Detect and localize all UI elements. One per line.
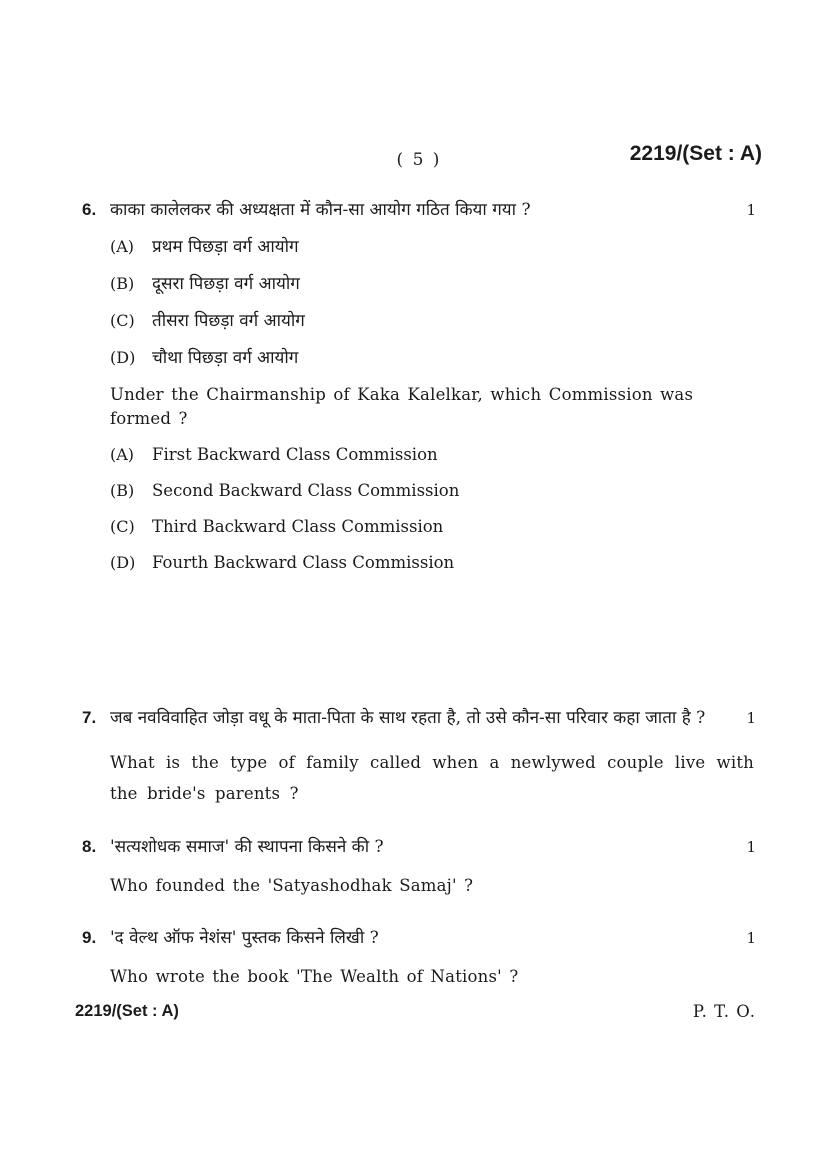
question-row (82, 835, 756, 859)
question-text-english: What is the type of family called when a newlywed couple live with the bride's parents ? (110, 753, 754, 803)
question-text-english: Who wrote the book 'The Wealth of Nations' ? (110, 967, 519, 986)
question-number: 7. (82, 708, 97, 727)
pto-label: P. T. O. (692, 1002, 756, 1021)
option-row (110, 346, 756, 370)
page-footer (75, 1002, 756, 1021)
question-marks: 1 (746, 929, 756, 947)
question-text-english: Under the Chairmanship of Kaka Kalelkar, which Commission was formed ? (110, 385, 694, 428)
question-marks: 1 (746, 201, 756, 219)
page-header (82, 142, 762, 184)
question-text-hindi: काका कालेलकर की अध्यक्षता में कौन-सा आयोग गठित किया गया ? (110, 200, 531, 220)
question-text-hindi: 'द वेल्थ ऑफ नेशंस' पुस्तक किसने लिखी ? (110, 928, 379, 948)
question-text-hindi: 'सत्यशोधक समाज' की स्थापना किसने की ? (110, 837, 384, 857)
option-label: (A) (110, 445, 135, 464)
option-row (110, 235, 756, 259)
option-text: Second Backward Class Commission (152, 481, 460, 500)
option-row (110, 515, 756, 539)
option-label: (C) (110, 311, 135, 330)
option-label: (A) (110, 237, 135, 256)
option-row (110, 309, 756, 333)
footer-set-code: 2219/(Set : A) (75, 1002, 179, 1020)
option-text: Fourth Backward Class Commission (152, 553, 455, 572)
vertical-gap (82, 809, 756, 835)
page-number: ( 5 ) (396, 150, 442, 170)
option-label: (B) (110, 481, 135, 500)
option-text: तीसरा पिछड़ा वर्ग आयोग (152, 311, 305, 331)
option-text: Third Backward Class Commission (152, 517, 444, 536)
question-9 (82, 926, 756, 989)
question-text-english: Who founded the 'Satyashodhak Samaj' ? (110, 876, 474, 895)
option-text: चौथा पिछड़ा वर्ग आयोग (152, 348, 299, 368)
question-6 (82, 198, 756, 575)
question-number: 6. (82, 200, 97, 219)
question-row (82, 926, 756, 950)
option-label: (D) (110, 348, 136, 367)
option-label: (B) (110, 274, 135, 293)
vertical-gap (82, 898, 756, 926)
question-row (82, 198, 756, 222)
header-set-code: 2219/(Set : A) (629, 142, 762, 165)
question-row (82, 706, 756, 730)
option-text: दूसरा पिछड़ा वर्ग आयोग (152, 274, 300, 294)
option-text: प्रथम पिछड़ा वर्ग आयोग (152, 237, 299, 257)
options-hindi (110, 235, 756, 370)
question-text-hindi: जब नवविवाहित जोड़ा वधू के माता-पिता के साथ रहता है, तो उसे कौन-सा परिवार कहा जाता है ? (110, 708, 706, 728)
question-8 (82, 835, 756, 898)
option-text: First Backward Class Commission (152, 445, 438, 464)
vertical-gap (82, 575, 756, 706)
question-7 (82, 706, 756, 809)
question-marks: 1 (746, 838, 756, 856)
option-row (110, 272, 756, 296)
question-number: 8. (82, 837, 97, 856)
options-english (110, 443, 756, 575)
option-label: (C) (110, 517, 135, 536)
question-number: 9. (82, 928, 97, 947)
option-label: (D) (110, 553, 136, 572)
option-row (110, 551, 756, 575)
question-marks: 1 (746, 709, 756, 727)
option-row (110, 479, 756, 503)
option-row (110, 443, 756, 467)
